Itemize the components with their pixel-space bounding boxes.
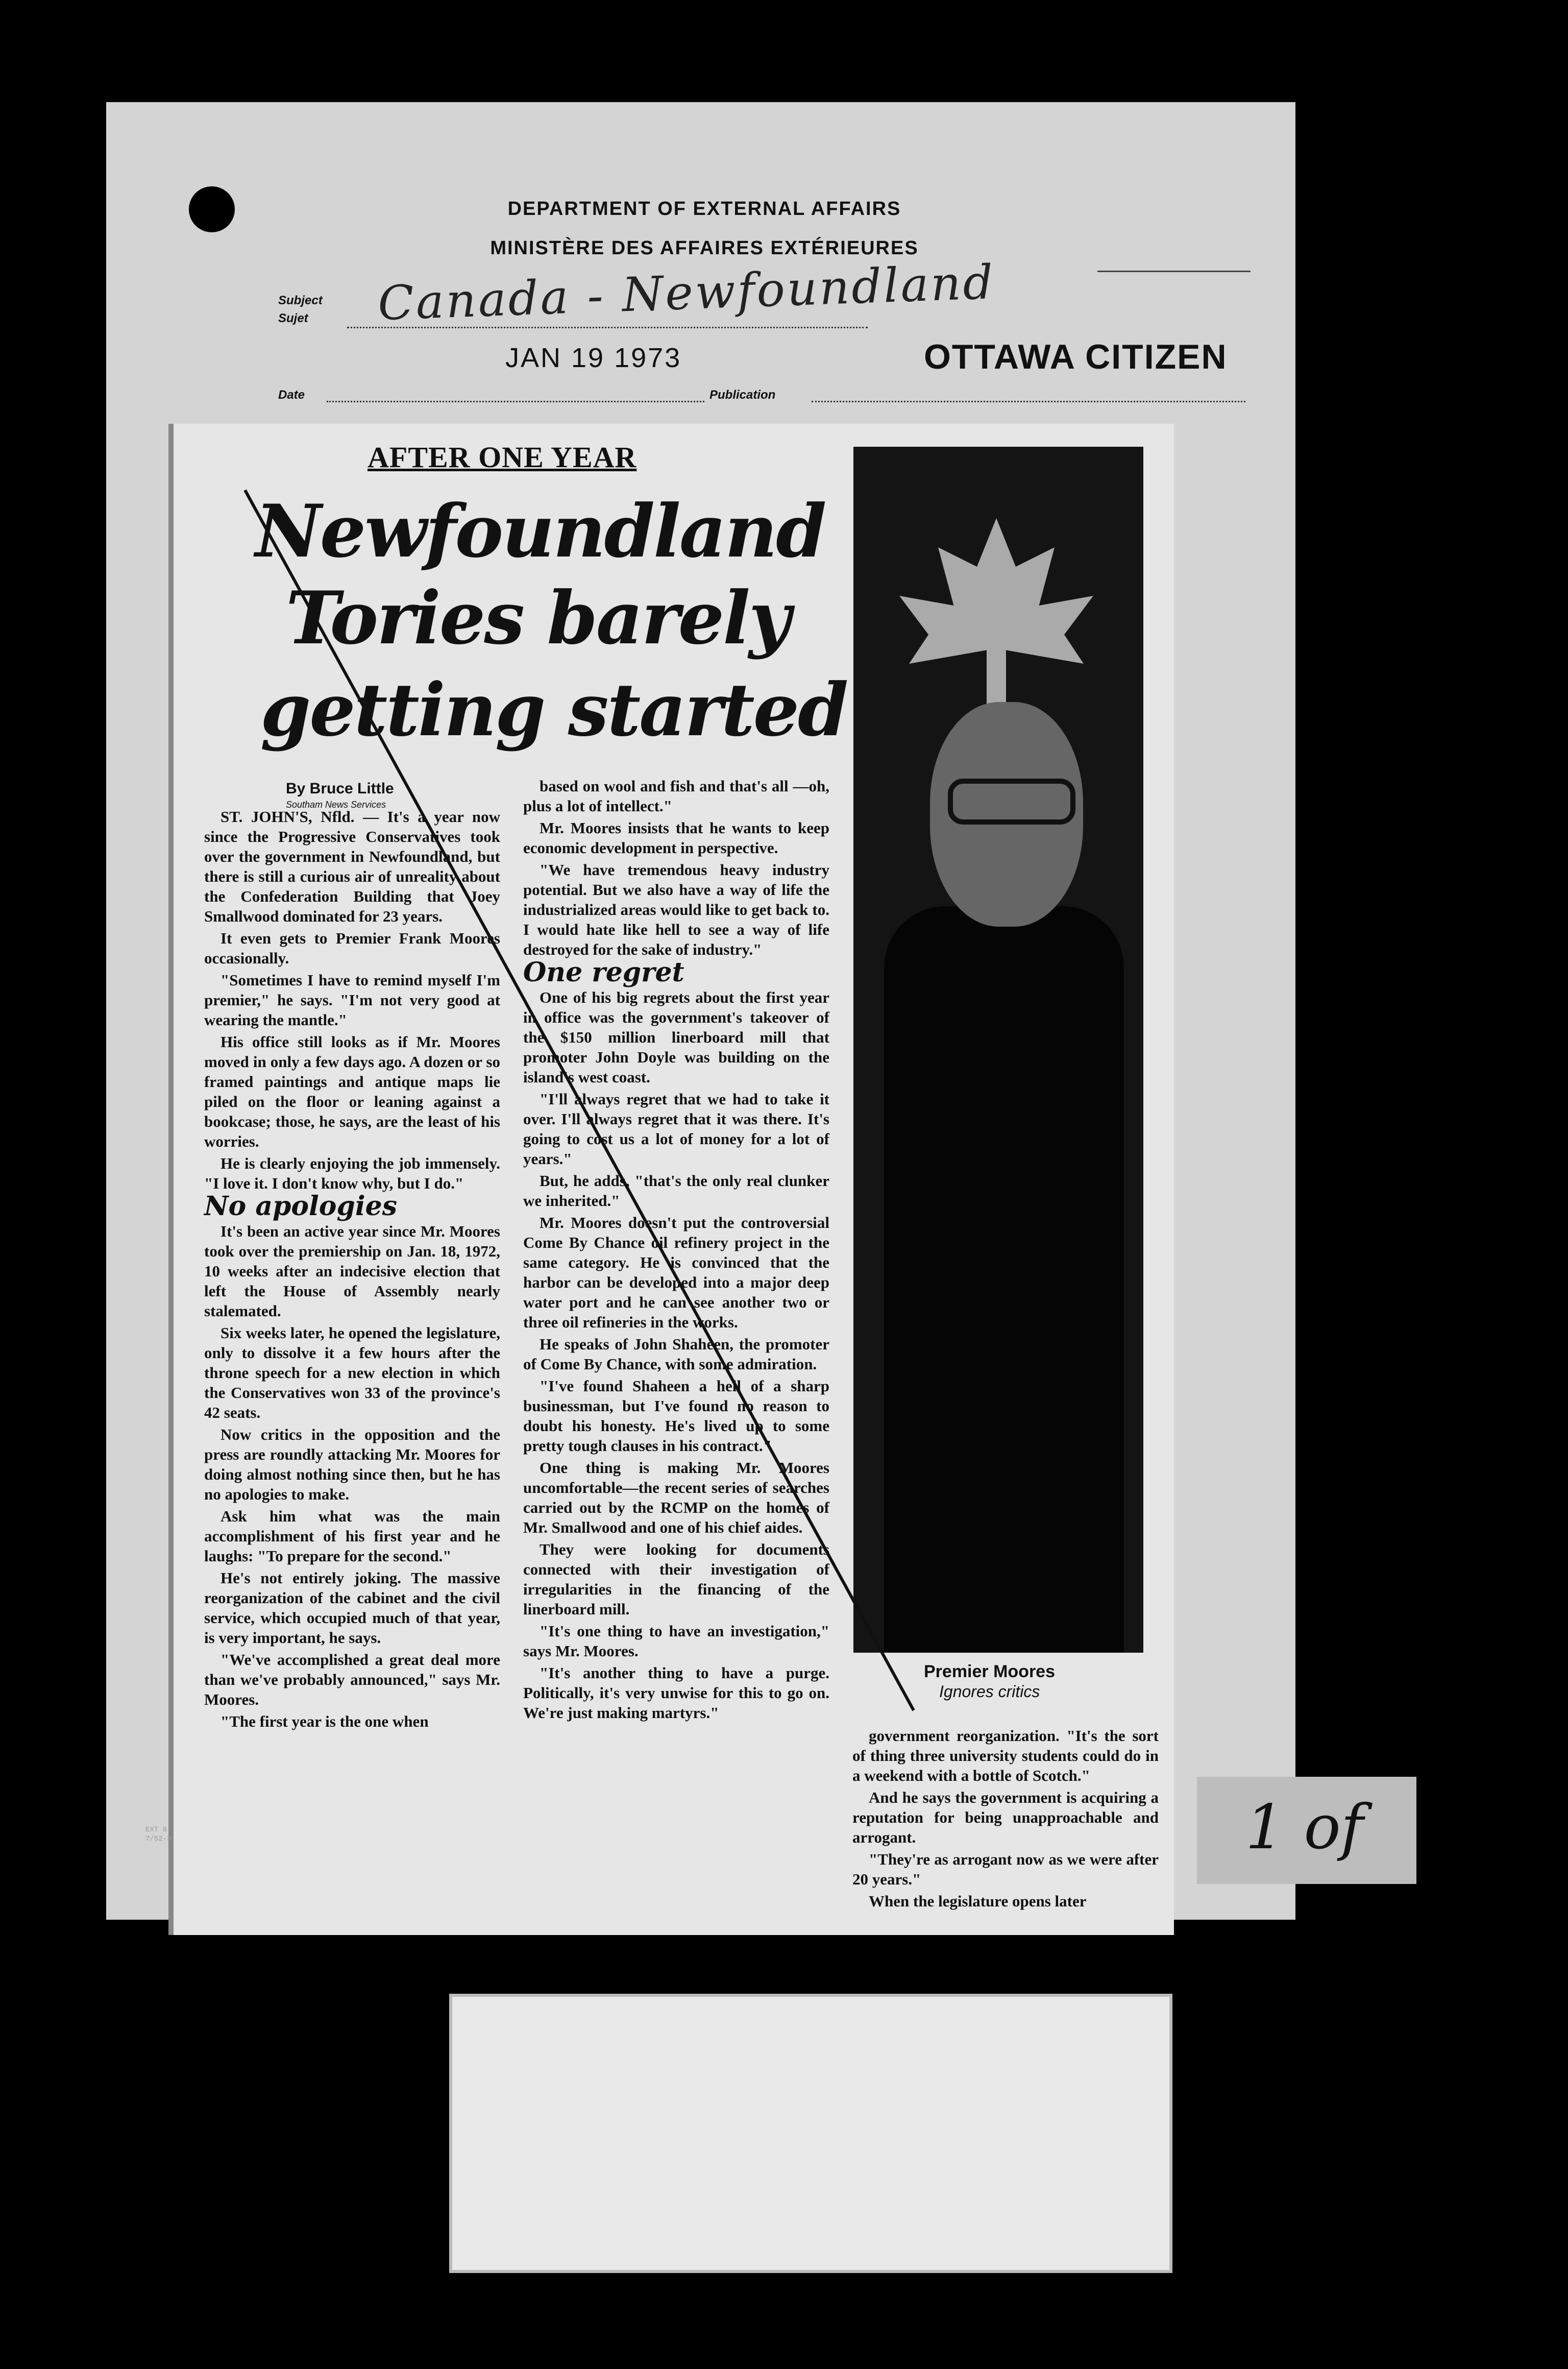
paragraph: He is clearly enjoying the job immensely. "I love it. I don't know why, but I do." [204, 1154, 500, 1192]
paragraph: But, he adds, "that's the only real clunker we inherited." [523, 1172, 829, 1210]
paragraph: And he says the government is acquiring a reputation for being unapproachable and arrogant. [852, 1788, 1159, 1846]
paragraph: based on wool and fish and that's all —oh, plus a lot of intellect." [523, 777, 829, 815]
sujet-label: Sujet [278, 311, 308, 325]
publication-stamp: OTTAWA CITIZEN [924, 337, 1228, 376]
paragraph: One of his big regrets about the first year in office was the government's takeover of the $150 million linerboard mill that promoter John Doyle was building on the island's west coast. [523, 988, 829, 1086]
margin-code-line: EXT 8 [145, 1826, 167, 1834]
margin-form-code [145, 1825, 171, 1844]
paragraph: "The first year is the one when [220, 1712, 429, 1730]
date-stamp: JAN 19 1973 [505, 343, 682, 373]
paragraph: He's not entirely joking. The massive reorganization of the cabinet and the civil service, which occupied much of that year, is very important, he says. [204, 1569, 500, 1647]
byline-service: Southam News Services [286, 800, 386, 810]
photo-caption-subtitle: Ignores critics [939, 1682, 1040, 1701]
margin-code-line: 7/52-3 [145, 1835, 172, 1843]
blank-card [449, 1994, 1172, 2273]
paragraph: One thing is making Mr. Moores uncomfortable—the recent series of searches carried out by the RCMP on the homes of Mr. Smallwood and one of his chief aides. [523, 1459, 829, 1536]
paragraph: They were looking for documents connected with their investigation of irregularities in the financing of the linerboard mill. [523, 1540, 829, 1618]
paragraph: It even gets to Premier Frank Moores occasionally. [204, 929, 500, 967]
department-name-fr: MINISTÈRE DES AFFAIRES EXTÉRIEURES [490, 237, 919, 259]
paragraph: Six weeks later, he opened the legislature, only to dissolve it a few hours after the throne speech for a new election in which the Conservatives won 33 of the province's 42 seats. [204, 1324, 500, 1421]
paragraph: His office still looks as if Mr. Moores moved in only a few days ago. A dozen or so framed paintings and antique maps lie piled on the floor or leaning against a bookcase; those, he says, are the least of his worries. [204, 1033, 500, 1150]
paragraph: "I've found Shaheen a hell of a sharp businessman, but I've found no reason to doubt his honesty. He's lived up to some pretty tough clauses in his contract." [523, 1377, 829, 1455]
subject-label: Subject [278, 294, 323, 307]
paragraph: "I'll always regret that we had to take it over. I'll always regret that it was there. It's going to cost us a lot of money for a lot of years." [523, 1090, 829, 1168]
paragraph: "We have tremendous heavy industry potential. But we also have a way of life the industrialized areas would like to get back to. I would hate like hell to see a way of life destroyed for the sake of industry." [523, 861, 829, 958]
paragraph: It's been an active year since Mr. Moores took over the premiership on Jan. 18, 1972, 10 weeks after an indecisive election that left the House of Assembly nearly stalemated. [204, 1222, 500, 1320]
paragraph: "It's another thing to have a purge. Politically, it's very unwise for this to go on. We're just making martyrs." [523, 1664, 829, 1722]
date-label: Date [278, 388, 305, 402]
byline: By Bruce Little [286, 780, 394, 797]
subhead-one-regret: One regret [523, 957, 684, 988]
subject-handwritten: Canada - Newfoundland [377, 254, 996, 331]
department-name-en: DEPARTMENT OF EXTERNAL AFFAIRS [507, 198, 901, 220]
paragraph: ST. JOHN'S, Nfld. — It's a year now since the Progressive Conservatives took over the government in Newfoundland, but there is still a curious air of unreality about the Confederation Building that Joey Smallwood dominated for 23 years. [204, 808, 500, 925]
paragraph: "They're as arrogant now as we were after 20 years." [852, 1850, 1159, 1888]
headline-line-3: getting started [260, 668, 847, 753]
paragraph: "We've accomplished a great deal more than we've probably announced," says Mr. Moores. [204, 1651, 500, 1708]
paragraph: He speaks of John Shaheen, the promoter of Come By Chance, with some admiration. [523, 1335, 829, 1373]
paragraph: Ask him what was the main accomplishment of his first year and he laughs: "To prepare for the second." [204, 1507, 500, 1565]
paragraph: "Sometimes I have to remind myself I'm premier," he says. "I'm not very good at wearing the mantle." [204, 971, 500, 1029]
subhead-no-apologies: No apologies [204, 1191, 397, 1222]
article-kicker: AFTER ONE YEAR [368, 441, 637, 474]
strike-line [245, 490, 914, 1710]
paragraph: Now critics in the opposition and the press are roundly attacking Mr. Moores for doing almost nothing since then, but he has no apologies to make. [204, 1425, 500, 1503]
headline-line-1: Newfoundland [255, 489, 825, 574]
paragraph: Mr. Moores insists that he wants to keep economic development in perspective. [523, 819, 829, 857]
paragraph: government reorganization. "It's the sort of thing three university students could do in a weekend with a bottle of Scotch." [852, 1727, 1159, 1784]
paragraph: Mr. Moores doesn't put the controversial Come By Chance oil refinery project in the same category. He is convinced that the harbor can be developed into a major deep water port and he can see another two or three oil refineries in the works. [523, 1214, 829, 1331]
page-mark-handwritten: 1 of [1245, 1792, 1364, 1863]
photo-caption-name: Premier Moores [924, 1662, 1055, 1681]
publication-label: Publication [709, 388, 776, 402]
headline-line-2: Tories barely [286, 576, 790, 661]
paragraph: When the legislature opens later [869, 1892, 1087, 1910]
paragraph: "It's one thing to have an investigation," says Mr. Moores. [523, 1622, 829, 1660]
